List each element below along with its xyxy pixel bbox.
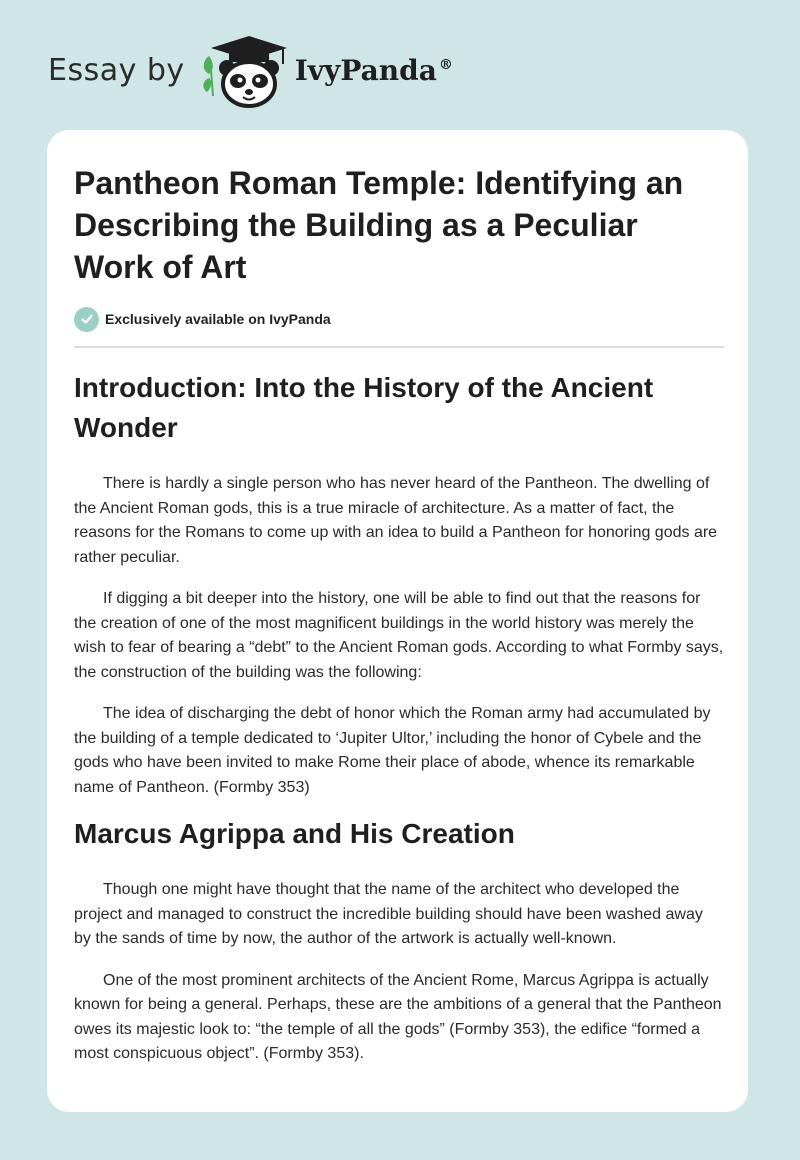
paragraph: If digging a bit deeper into the history, one will be able to find out that the reasons for the creation of one of the most magnificent buildings in the world history was merely the wish to fear of bearing a “debt” to the Ancient Roman gods. According to what Formby says, the construction of the building was the following: bbox=[74, 590, 724, 681]
brand-header[interactable] bbox=[48, 30, 453, 110]
exclusive-badge bbox=[74, 306, 724, 332]
brand-prefix: Essay by bbox=[48, 52, 185, 88]
essay-content bbox=[74, 162, 724, 1067]
essay-card bbox=[47, 130, 748, 1112]
brand-name: IvyPanda ® bbox=[294, 53, 453, 87]
paragraph: One of the most prominent architects of the Ancient Rome, Marcus Agrippa is actually known for being a general. Perhaps, these are the ambitions of a general that the Pantheon owes its majestic look to: “the temple of all the gods” (Formby 353), the edifice “formed a most conspicuous object”. (Formby 353). bbox=[74, 971, 722, 1062]
essay-title: Pantheon Roman Temple: Identifying an Describing the Building as a Peculiar Work of Art bbox=[74, 165, 684, 285]
section-heading-introduction: Introduction: Into the History of the Ancient Wonder bbox=[74, 372, 654, 443]
paragraph: There is hardly a single person who has never heard of the Pantheon. The dwelling of the Ancient Roman gods, this is a true miracle of architecture. As a matter of fact, the reasons for the Romans to come up with an idea to build a Pantheon for honoring gods are rather peculiar. bbox=[74, 475, 718, 566]
block-quote: The idea of discharging the debt of honor which the Roman army had accumulated by the building of a temple dedicated to ‘Jupiter Ultor,’ including the honor of Cybele and the gods who have been invited to make Rome their place of abode, whence its remarkable name of Pantheon. (Formby 353) bbox=[74, 705, 711, 796]
title-divider bbox=[74, 346, 724, 348]
paragraph: Though one might have thought that the name of the architect who developed the project and managed to construct the incredible building should have been washed away by the sands of time by now, the author of the artwork is actually well-known. bbox=[74, 881, 703, 947]
exclusive-label: Exclusively available on IvyPanda bbox=[105, 311, 331, 327]
panda-graduate-icon bbox=[199, 30, 291, 110]
check-icon bbox=[74, 307, 99, 332]
section-heading-marcus-agrippa: Marcus Agrippa and His Creation bbox=[74, 818, 515, 849]
